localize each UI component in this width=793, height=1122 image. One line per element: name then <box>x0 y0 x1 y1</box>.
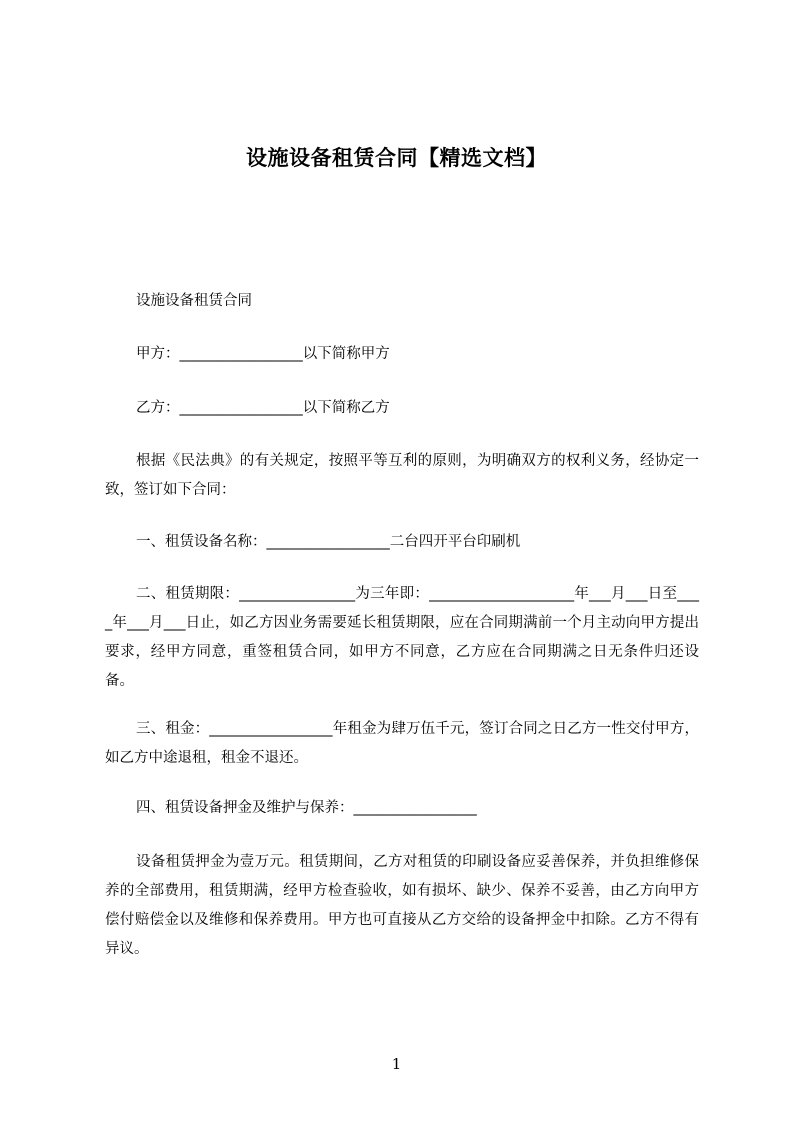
clause-1-equipment-name: 一、租赁设备名称：_________________二台四开平台印刷机 <box>136 534 521 550</box>
clause-2-lease-term: 二、租赁期限：________________为三年即：____________________年___月___日至____年___月___日止，如乙方因业务需要延长租赁期限，应在合同期满前一个月主动向甲方提出要求，经甲方同意，重签租赁合同，如甲方不同意，乙方应在合同期满之日无条件归还设备。 <box>105 586 699 689</box>
clause-4-deposit-heading: 四、租赁设备押金及维护与保养：_________________ <box>136 800 477 816</box>
clause-3-rent: 三、租金：_________________年租金为肆万伍千元，签订合同之日乙方一性交付甲方，如乙方中途退租，租金不退还。 <box>105 721 699 766</box>
page-number: 1 <box>391 1055 402 1073</box>
preamble-paragraph: 根据《民法典》的有关规定，按照平等互利的原则，为明确双方的权利义务，经协定一致，签订如下合同： <box>105 453 699 498</box>
party-b-line: 乙方：_________________以下简称乙方 <box>136 400 390 416</box>
contract-heading: 设施设备租赁合同 <box>136 293 252 309</box>
party-a-line: 甲方：_________________以下简称甲方 <box>136 346 390 362</box>
clause-4-deposit-body: 设备租赁押金为壹万元。租赁期间，乙方对租赁的印刷设备应妥善保养，并负担维修保养的全部费用，租赁期满，经甲方检查验收，如有损坏、缺少、保养不妥善，由乙方向甲方偿付赔偿金以及维修和保养费用。甲方也可直接从乙方交给的设备押金中扣除。乙方不得有异议。 <box>105 854 699 957</box>
document-title: 设施设备租赁合同【精选文档】 <box>246 146 547 170</box>
